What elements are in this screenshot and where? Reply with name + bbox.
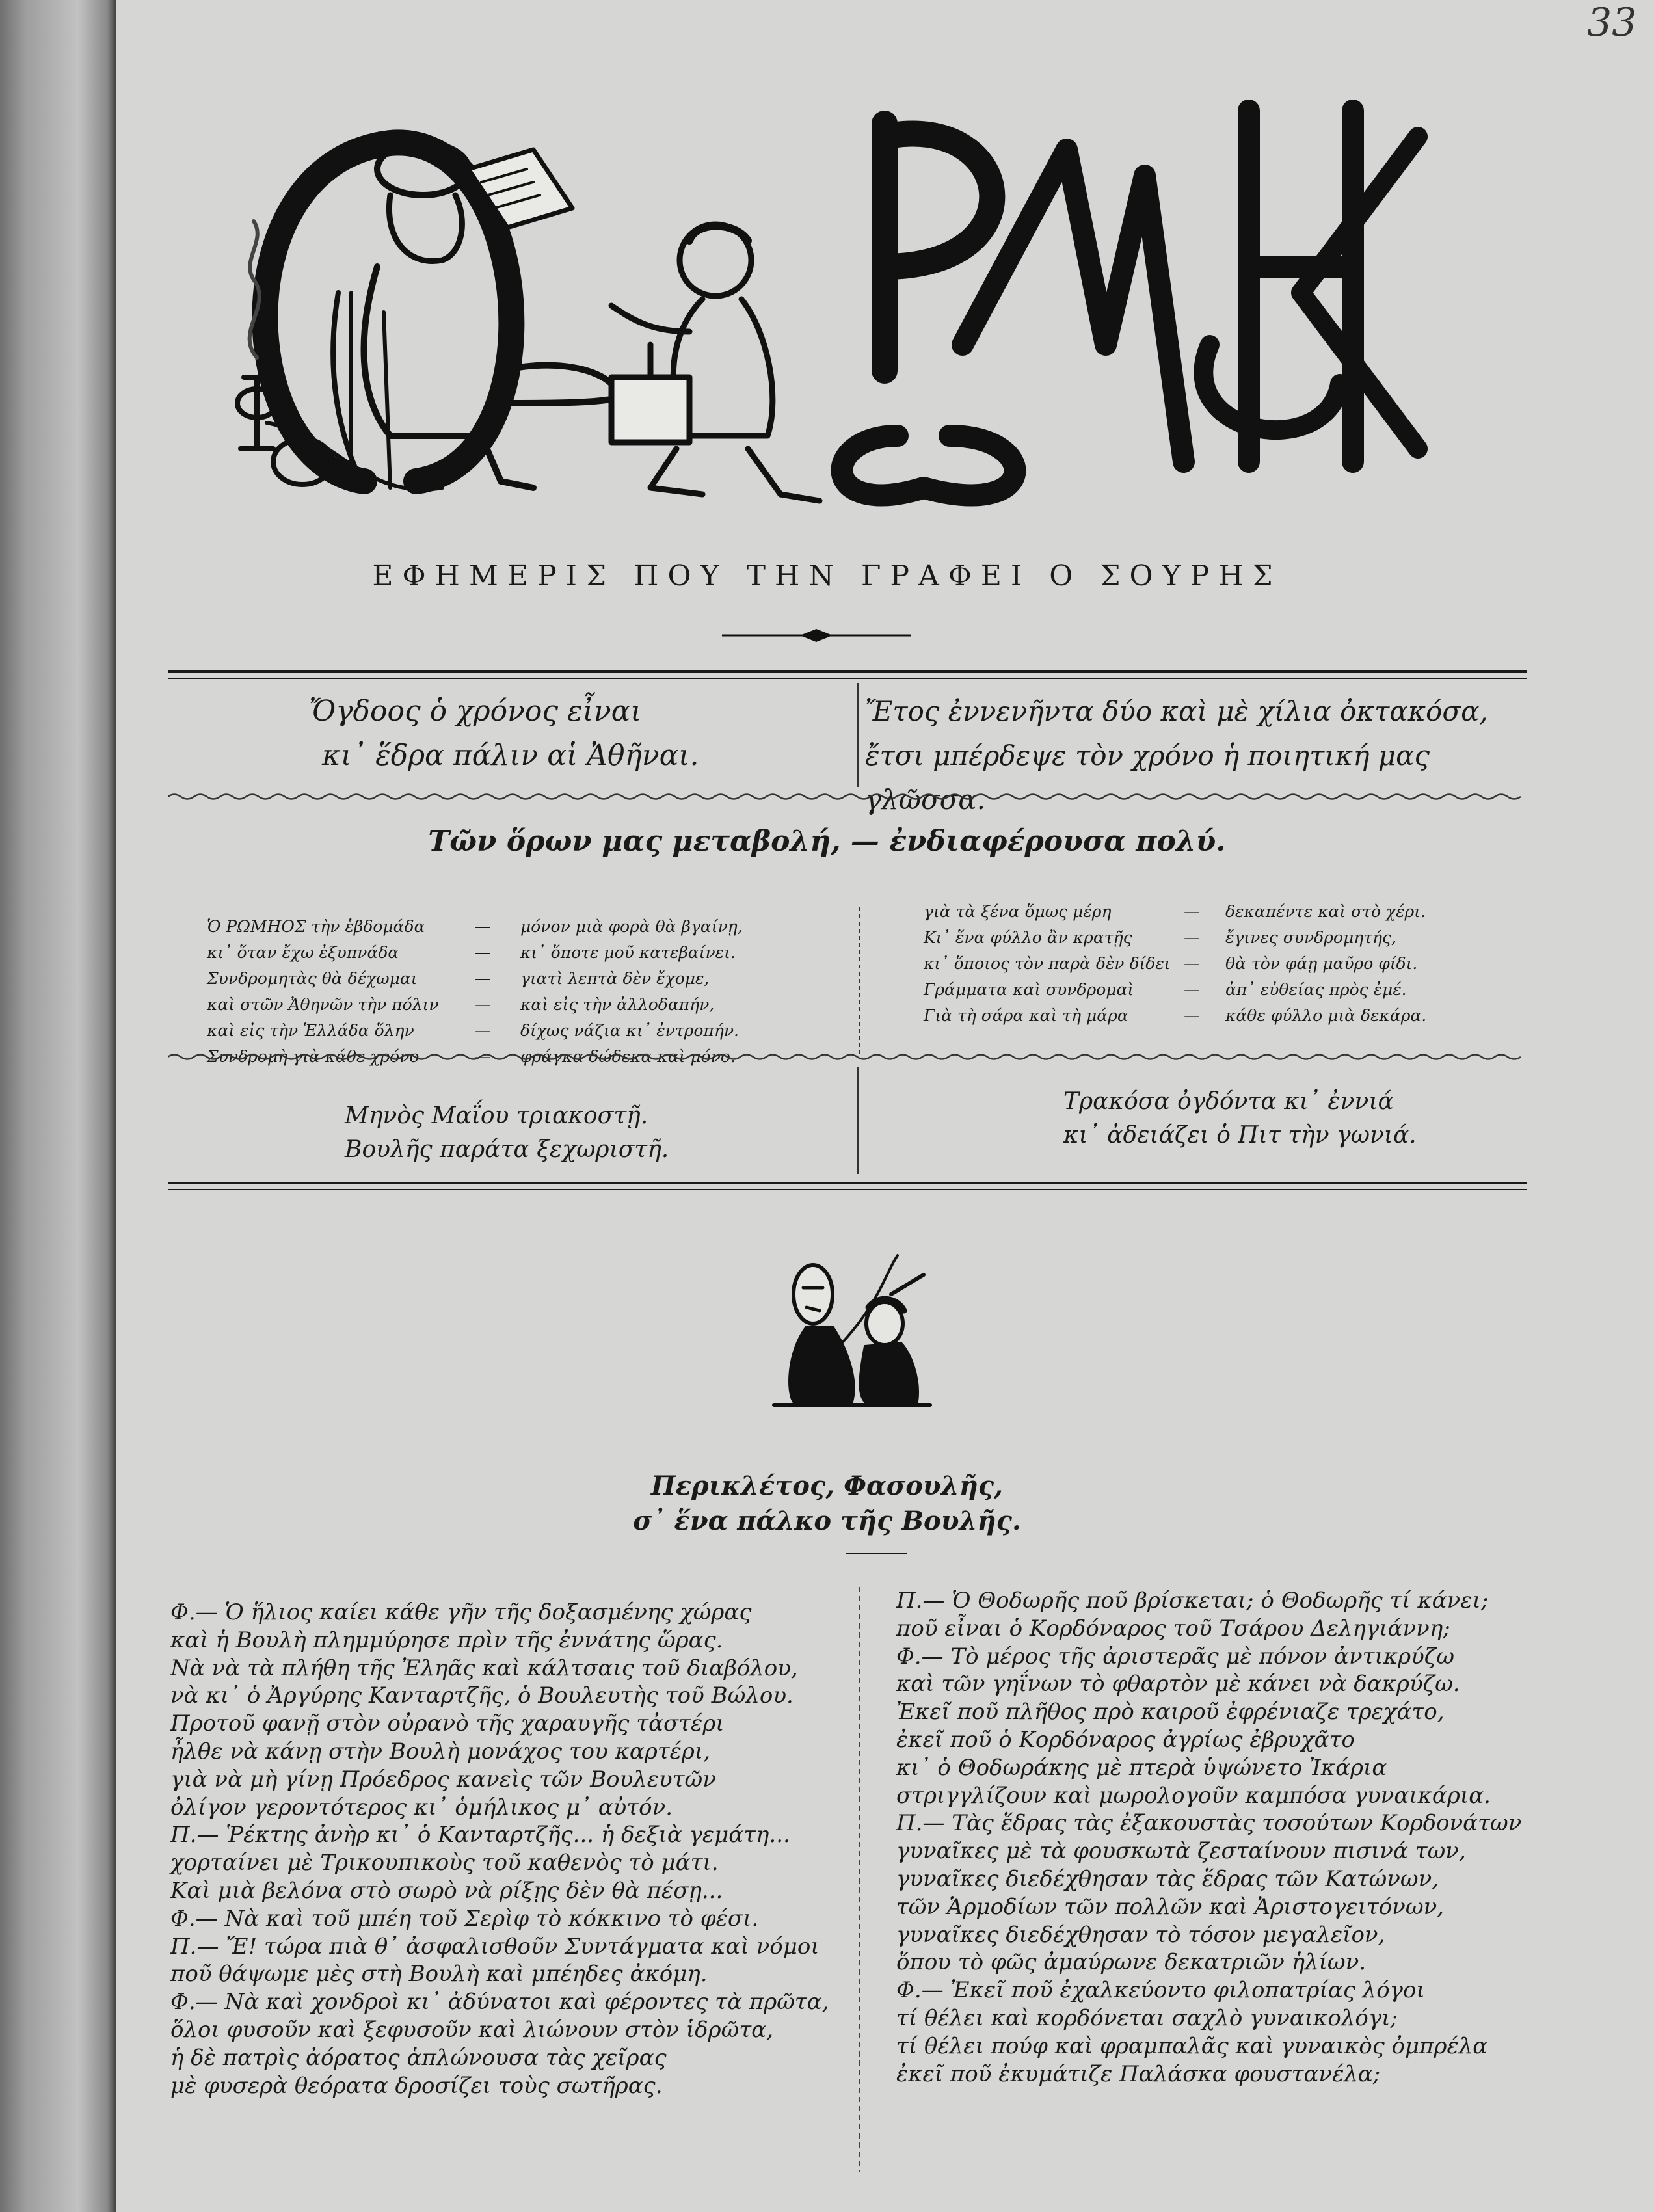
couplet-line: ἔτσι μπέρδεψε τὸν χρόνο ἡ ποιητική μας γλῶσσα. — [865, 740, 1430, 816]
verse-line: Φ.— Νὰ καὶ χονδροὶ κι᾽ ἀδύνατοι καὶ φέροντες τὰ πρῶτα, — [170, 1989, 829, 2016]
short-rule — [846, 1553, 907, 1554]
date-couplet-left — [345, 1099, 852, 1167]
masthead-subtitle: ΕΦΗΜΕΡΙΣ ΠΟΥ ΤΗΝ ΓΡΑΦΕΙ Ο ΣΟΥΡΗΣ — [372, 559, 1282, 593]
terms-cell: Συνδρομητὰς θὰ δέχωμαι — [207, 969, 418, 988]
terms-dash: — — [1184, 954, 1200, 973]
header-couplet-right — [865, 689, 1554, 822]
verse-line: χορταίνει μὲ Τρικουπικοὺς τοῦ καθενὸς τὸ μάτι. — [170, 1850, 719, 1876]
book-binding — [0, 0, 116, 2212]
verse-line: ὅπου τὸ φῶς ἀμαύρωνε δεκατριῶν ἡλίων. — [896, 1949, 1367, 1976]
terms-row — [207, 1018, 857, 1044]
terms-cell: ἔγινες συνδρομητής, — [1225, 928, 1396, 947]
verse-line: Φ.— Ἐκεῖ ποῦ ἐχαλκεύοντο φιλοπατρίας λόγοι — [896, 1977, 1425, 2004]
terms-row — [207, 992, 857, 1018]
section-rule — [168, 1182, 1527, 1184]
verse-line: τί θέλει πούφ καὶ φραμπαλᾶς καὶ γυναικὸς ὀμπρέλα — [896, 2032, 1488, 2059]
verse-line: ἡ δὲ πατρὶς ἀόρατος ἁπλώνουσα τὰς χεῖρας — [170, 2044, 667, 2071]
puppets-vignette — [767, 1249, 937, 1418]
verse-line: ὀλίγον γεροντότερος κι᾽ ὁμήλικος μ᾽ αὐτόν. — [170, 1794, 673, 1820]
terms-cell: Συνδρομὴ γιὰ κάθε χρόνο — [207, 1047, 420, 1066]
verse-line: καὶ τῶν γηΐνων τὸ φθαρτὸν μὲ κάνει νὰ δακρύζω. — [896, 1671, 1460, 1698]
top-double-rule — [168, 670, 1527, 673]
terms-cell: φράγκα δώδεκα καὶ μόνο. — [520, 1047, 736, 1066]
verse-line: καὶ ἡ Βουλὴ πλημμύρησε πρὶν τῆς ἐννάτης ὥρας. — [170, 1627, 723, 1653]
verse-line: Π.— Ἔ! τώρα πιὰ θ᾽ ἀσφαλισθοῦν Συντάγματα καὶ νόμοι — [170, 1933, 820, 1960]
terms-row — [924, 977, 1535, 1003]
terms-cell: κι᾽ ὅποιος τὸν παρὰ δὲν δίδει — [924, 954, 1171, 973]
terms-dash: — — [475, 1047, 491, 1066]
verse-line: ἐκεῖ ποῦ ἐκυμάτιζε Παλάσκα φουστανέλα; — [896, 2060, 1381, 2087]
terms-cell: καὶ εἰς τὴν ἀλλοδαπήν, — [520, 995, 715, 1014]
verse-line: τῶν Ἁρμοδίων τῶν πολλῶν καὶ Ἀριστογειτόνων, — [896, 1893, 1445, 1920]
terms-right — [924, 899, 1535, 1035]
verse-line: Π.— Τὰς ἕδρας τὰς ἐξακουστὰς τοσούτων Κορδονάτων — [896, 1810, 1522, 1837]
verse-line: ποῦ εἶναι ὁ Κορδόναρος τοῦ Τσάρου Δεληγιάννη; — [896, 1615, 1450, 1642]
date-couplet-right — [1063, 1085, 1519, 1153]
terms-row — [924, 951, 1535, 977]
verse-line: Προτοῦ φανῇ στὸν οὐρανὸ τῆς χαραυγῆς τἀστέρι — [170, 1711, 725, 1737]
terms-cell: ἀπ᾽ εὐθείας πρὸς ἐμέ. — [1225, 980, 1407, 999]
top-thin-rule — [168, 678, 1527, 679]
terms-left — [207, 914, 857, 1070]
verse-line: γυναῖκες διεδέχθησαν τὰς ἕδρας τῶν Κατώνων, — [896, 1865, 1439, 1892]
terms-dash: — — [1184, 928, 1200, 947]
terms-cell: Γράμματα καὶ συνδρομαὶ — [924, 980, 1134, 999]
terms-cell: καὶ εἰς τὴν Ἑλλάδα ὅλην — [207, 1021, 414, 1040]
verse-column-left — [170, 1599, 860, 2099]
verse-line: Π.— Ὁ Θοδωρῆς ποῦ βρίσκεται; ὁ Θοδωρῆς τί κάνει; — [896, 1588, 1489, 1614]
couplet-line: κι᾽ ἕδρα πάλιν αἱ Ἀθῆναι. — [322, 739, 699, 772]
verse-line: ποῦ θάψωμε μὲς στὴ Βουλὴ καὶ μπέηδες ἀκόμη. — [170, 1961, 708, 1988]
verse-column-right — [896, 1587, 1534, 2088]
terms-cell: μόνον μιὰ φορὰ θὰ βγαίνῃ, — [520, 917, 743, 936]
verse-line: Ἐκεῖ ποῦ πλῆθος πρὸ καιροῦ ἐφρένιαζε τρεχάτο, — [896, 1699, 1445, 1726]
terms-cell: Κι᾽ ἕνα φύλλο ἂν κρατῇς — [924, 928, 1132, 947]
terms-column-divider — [857, 907, 862, 1057]
couplet-line: Ὄγδοος ὁ χρόνος εἶναι — [309, 695, 642, 728]
ornament-divider — [722, 626, 911, 645]
terms-row — [207, 966, 857, 992]
terms-dash: — — [475, 943, 491, 962]
terms-dash: — — [1184, 1006, 1200, 1025]
terms-cell: Ὁ ΡΩΜΗΟΣ τὴν ἑβδομάδα — [207, 917, 425, 936]
terms-row — [924, 925, 1535, 951]
couplet-line: Τρακόσα ὀγδόντα κι᾽ ἐννιά — [1063, 1088, 1394, 1115]
wavy-rule — [168, 792, 1527, 801]
terms-cell: δεκαπέντε καὶ στὸ χέρι. — [1225, 902, 1426, 921]
dialogue-title-line: σ᾽ ἕνα πάλκο τῆς Βουλῆς. — [633, 1506, 1021, 1536]
masthead-logo — [195, 98, 1470, 527]
terms-cell: κι᾽ ὅταν ἔχω ἐξυπνάδα — [207, 943, 399, 962]
terms-cell: γιατὶ λεπτὰ δὲν ἔχομε, — [520, 969, 710, 988]
verse-line: ἐκεῖ ποῦ ὁ Κορδόναρος ἀγρίως ἐβρυχᾶτο — [896, 1726, 1355, 1753]
dialogue-title-line: Περικλέτος, Φασουλῆς, — [650, 1471, 1004, 1501]
terms-dash: — — [475, 995, 491, 1014]
verse-line: κι᾽ ὁ Θοδωράκης μὲ πτερὰ ὑψώνετο Ἰκάρια — [896, 1754, 1387, 1781]
terms-cell: θὰ τὸν φάῃ μαῦρο φίδι. — [1225, 954, 1418, 973]
section-rule — [168, 1189, 1527, 1190]
verse-line: Νὰ νὰ τὰ πλήθη τῆς Ἐληᾶς καὶ κάλτσαις τοῦ διαβόλου, — [170, 1655, 798, 1681]
verse-line: ἦλθε νὰ κάνῃ στὴν Βουλὴ μονάχος του καρτέρι, — [170, 1738, 710, 1765]
terms-cell: καὶ στῶν Ἀθηνῶν τὴν πόλιν — [207, 995, 439, 1014]
terms-cell: δίχως νάζια κι᾽ ἐντροπήν. — [520, 1021, 739, 1040]
couplet-line: Βουλῆς παράτα ξεχωριστῆ. — [345, 1136, 669, 1163]
verse-line: νὰ κι᾽ ὁ Ἀργύρης Κανταρτζῆς, ὁ Βουλευτὴς τοῦ Βώλου. — [170, 1683, 794, 1709]
couplet-line: Ἔτος ἐννενῆντα δύο καὶ μὲ χίλια ὀκτακόσα, — [865, 695, 1488, 727]
verse-line: στριγγλίζουν καὶ μωρολογοῦν καμπόσα γυναικάρια. — [896, 1782, 1491, 1809]
verse-line: Π.— Ῥέκτης ἀνὴρ κι᾽ ὁ Κανταρτζῆς... ἡ δεξιὰ γεμάτη... — [170, 1822, 790, 1848]
verse-line: τί θέλει καὶ κορδόνεται σαχλὸ γυναικολόγι; — [896, 2005, 1398, 2031]
header-couplet-left — [309, 689, 829, 778]
verse-line: μὲ φυσερὰ θεόρατα δροσίζει τοὺς σωτῆρας. — [170, 2072, 663, 2099]
terms-cell: κι᾽ ὅποτε μοῦ κατεβαίνει. — [520, 943, 736, 962]
terms-dash: — — [1184, 980, 1200, 999]
terms-title: Τῶν ὅρων μας μεταβολή, — ἐνδιαφέρουσα πολύ. — [428, 825, 1226, 858]
terms-dash: — — [475, 917, 491, 936]
terms-cell: κάθε φύλλο μιὰ δεκάρα. — [1225, 1006, 1427, 1025]
page-number: 33 — [1587, 0, 1637, 46]
terms-dash: — — [475, 1021, 491, 1040]
verse-line: Φ.— Τὸ μέρος τῆς ἀριστερᾶς μὲ πόνον ἀντικρύζω — [896, 1643, 1454, 1670]
verse-line: Καὶ μιὰ βελόνα στὸ σωρὸ νὰ ρίξῃς δὲν θὰ πέσῃ... — [170, 1877, 723, 1904]
date-column-divider — [857, 1067, 859, 1174]
terms-row — [207, 914, 857, 940]
couplet-line: Μηνὸς Μαΐου τριακοστῇ. — [345, 1102, 648, 1129]
terms-row — [924, 1003, 1535, 1029]
verse-line: ὅλοι φυσοῦν καὶ ξεφυσοῦν καὶ λιώνουν στὸν ἱδρῶτα, — [170, 2016, 773, 2043]
verse-line: γυναῖκες μὲ τὰ φουσκωτὰ ζεσταίνουν πισινά των, — [896, 1838, 1466, 1865]
terms-cell: Γιὰ τὴ σάρα καὶ τὴ μάρα — [924, 1006, 1128, 1025]
terms-cell: γιὰ τὰ ξένα ὅμως μέρη — [924, 902, 1112, 921]
terms-row — [924, 899, 1535, 925]
terms-dash: — — [475, 969, 491, 988]
verse-line: Φ.— Ὁ ἥλιος καίει κάθε γῆν τῆς δοξασμένης χώρας — [170, 1599, 752, 1625]
header-column-divider — [857, 683, 859, 787]
couplet-line: κι᾽ ἀδειάζει ὁ Πιτ τὴν γωνιά. — [1063, 1122, 1417, 1149]
verse-line: Φ.— Νὰ καὶ τοῦ μπέη τοῦ Σερὶφ τὸ κόκκινο τὸ φέσι. — [170, 1905, 759, 1932]
terms-row — [207, 940, 857, 966]
verse-column-divider — [857, 1587, 862, 2172]
verse-line: γιὰ νὰ μὴ γίνῃ Πρόεδρος κανεὶς τῶν Βουλευτῶν — [170, 1766, 716, 1792]
terms-dash: — — [1184, 902, 1200, 921]
wavy-rule — [168, 1052, 1527, 1061]
verse-line: γυναῖκες διεδέχθησαν τὸ τόσον μεγαλεῖον, — [896, 1921, 1385, 1948]
